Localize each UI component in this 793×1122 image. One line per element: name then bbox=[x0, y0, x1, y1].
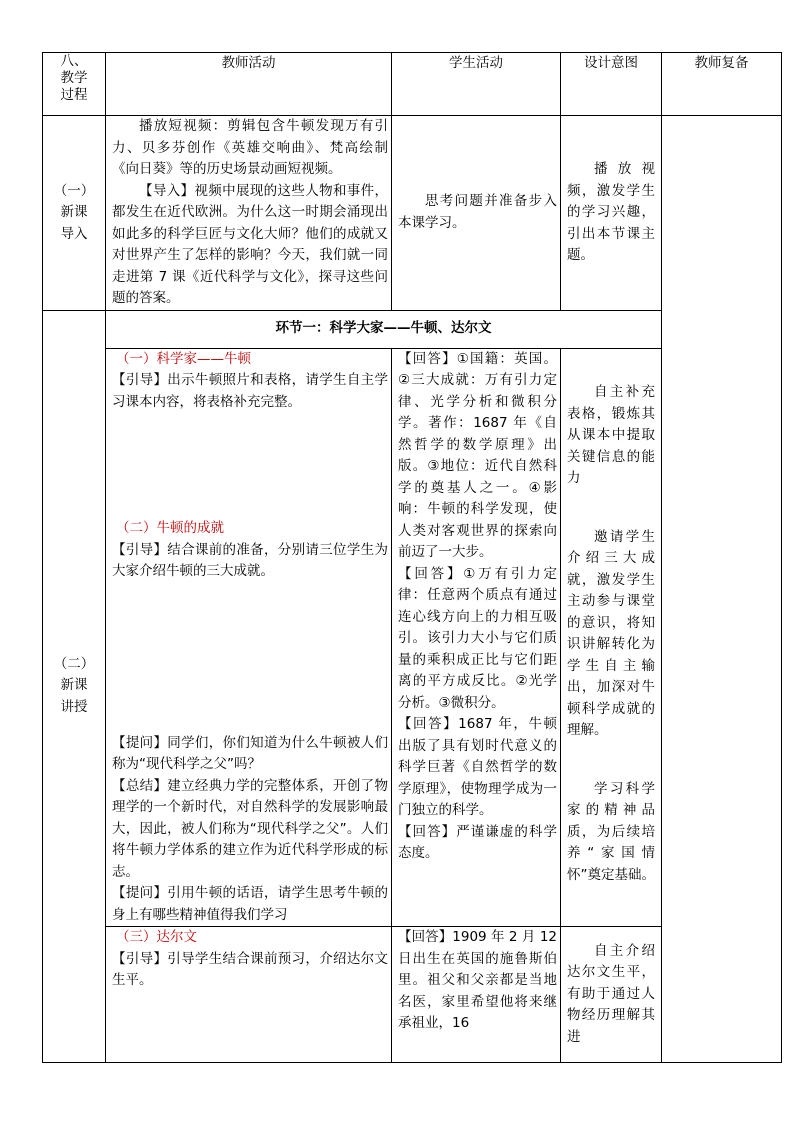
intro-teacher-video: 播放短视频：剪辑包含牛顿发现万有引力、贝多芬创作《英雄交响曲》、梵高绘制《向日葵》等的历史场景动画短视频。 bbox=[112, 118, 388, 177]
review-cell bbox=[662, 116, 782, 1063]
intro-intent-text: 播放视频，激发学生的学习兴趣，引出本节课主题。 bbox=[567, 161, 655, 263]
newton-student-answer-2: 【回答】①万有引力定律：任意两个质点有通过连心线方向上的力相互吸引。该引力大小与它们质量的乘积成正比与它们距离的平方成反比。②光学分析。③微积分。 bbox=[398, 565, 557, 711]
lesson-plan-table bbox=[42, 52, 782, 1063]
header-student-activity: 学生活动 bbox=[392, 53, 561, 116]
intro-teacher-lead: 【导入】视频中展现的这些人物和事件，都发生在近代欧洲。为什么这一时期会涌现出如此多的科学巨匠与文化大师？他们的成就又对世界产生了怎样的影响？今天，我们就一同走进第 7 课《近代科学与文化》，探寻这些问题的答案。 bbox=[112, 182, 388, 306]
intro-intent-cell bbox=[561, 116, 662, 311]
header-design-intent: 设计意图 bbox=[561, 53, 662, 116]
newton-intent-3: 学习科学家的精神品质，为后续培养“家国情怀”奠定基础。 bbox=[567, 780, 655, 883]
newton-student-answer-1: 【回答】①国籍：英国。②三大成就：万有引力定律、光学分析和微积分学。著作：1687 年《自然哲学的数学原理》出版。③地位：近代自然科学的奠基人之一。④影响：牛顿的科学发现，使人类对客观世界的探索向前迈了一大步。 bbox=[398, 350, 557, 560]
newton-heading-scientist: （一）科学家——牛顿 bbox=[116, 350, 251, 367]
newton-teacher-question: 【提问】同学们，你们知道为什么牛顿被人们称为“现代科学之父”吗？ bbox=[112, 734, 388, 772]
darwin-student-cell bbox=[392, 927, 561, 1063]
intro-teacher-cell bbox=[106, 116, 392, 311]
newton-teacher-summary: 【总结】建立经典力学的完整体系，开创了物理学的一个新时代，对自然科学的发展影响最大，因此，被人们称为“现代科学之父”。人们将牛顿力学体系的建立作为近代科学形成的标志。 bbox=[112, 777, 388, 880]
darwin-heading: （三）达尔文 bbox=[116, 929, 197, 945]
newton-student-answer-4: 【回答】严谨谦虚的科学态度。 bbox=[398, 823, 557, 861]
newton-intent-2: 邀请学生介绍三大成就，激发学生主动参与课堂的意识，将知识讲解转化为学生自主输出，加深对牛顿科学成就的理解。 bbox=[567, 528, 655, 738]
newton-student-cell bbox=[392, 348, 561, 927]
header-row bbox=[43, 53, 782, 116]
darwin-intent-cell bbox=[561, 927, 662, 1063]
header-process: 八、 教学 过程 bbox=[43, 53, 106, 116]
intro-student-cell bbox=[392, 116, 561, 311]
newton-teacher-guide-2: 【引导】结合课前的准备，分别请三位学生为大家介绍牛顿的三大成就。 bbox=[112, 541, 388, 579]
intro-student-text: 思考问题并准备步入本课学习。 bbox=[398, 193, 557, 231]
darwin-intent: 自主介绍达尔文生平，有助于通过人物经历理解其进 bbox=[567, 942, 655, 1045]
newton-teacher-guide: 【引导】出示牛顿照片和表格，请学生自主学习课本内容，将表格补充完整。 bbox=[112, 372, 388, 410]
section-title: 环节一：科学大家——牛顿、达尔文 bbox=[106, 310, 662, 348]
newton-teacher-question-2: 【提问】引用牛顿的话语，请学生思考牛顿的身上有哪些精神值得我们学习 bbox=[112, 885, 388, 923]
newton-intent-cell bbox=[561, 348, 662, 927]
darwin-teacher-guide: 【引导】引导学生结合课前预习，介绍达尔文生平。 bbox=[112, 950, 388, 988]
newton-teacher-cell bbox=[106, 348, 392, 927]
header-teacher-review: 教师复备 bbox=[662, 53, 782, 116]
darwin-student-answer: 【回答】1909 年 2 月 12 日出生在英国的施鲁斯伯里。祖父和父亲都是当地名医，家里希望他将来继承祖业，16 bbox=[398, 929, 557, 1031]
intro-row bbox=[43, 116, 782, 311]
newlesson-label: （二） 新课 讲授 bbox=[43, 310, 106, 1062]
intro-label: （一） 新课 导入 bbox=[43, 116, 106, 311]
newton-heading-achievements: （二）牛顿的成就 bbox=[116, 520, 224, 536]
newton-student-answer-3: 【回答】1687 年，牛顿出版了具有划时代意义的科学巨著《自然哲学的数学原理》，使物理学成为一门独立的科学。 bbox=[398, 716, 557, 818]
darwin-teacher-cell bbox=[106, 927, 392, 1063]
newton-intent-1: 自主补充表格，锻炼其从课本中提取关键信息的能力 bbox=[567, 384, 655, 486]
header-teacher-activity: 教师活动 bbox=[106, 53, 392, 116]
